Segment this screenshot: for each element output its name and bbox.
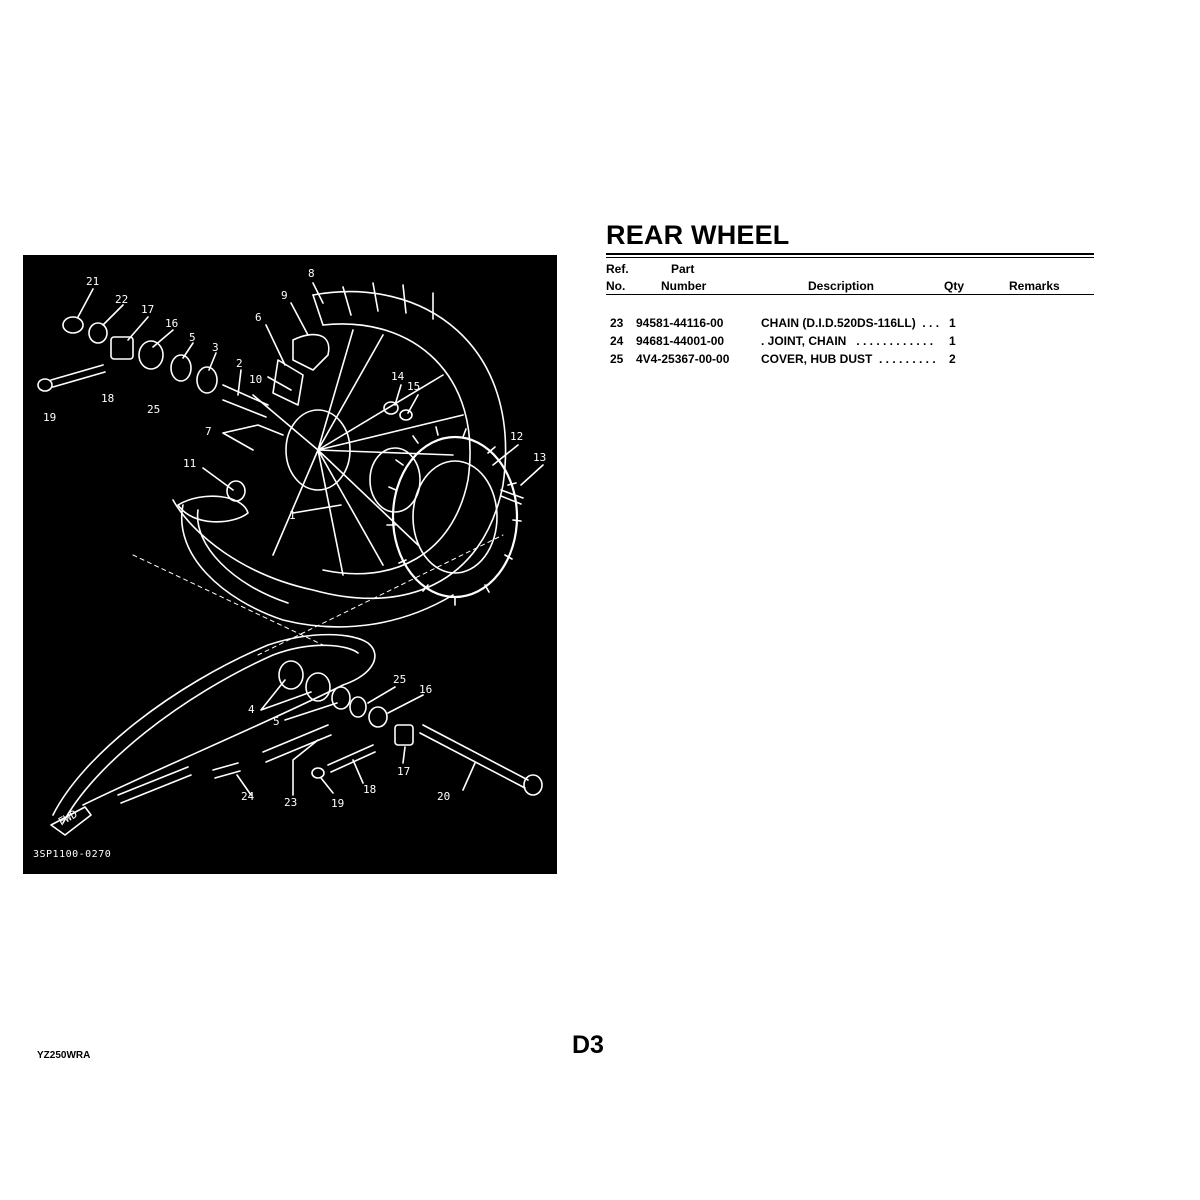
cover-25 — [350, 697, 366, 717]
callout-14: 14 — [391, 370, 405, 383]
callout-19: 19 — [43, 411, 57, 424]
bolt-18 — [51, 365, 105, 387]
nut-15 — [400, 410, 412, 420]
table-row — [0, 334, 1200, 350]
tire-lower — [182, 505, 453, 627]
callout-9: 9 — [281, 289, 288, 302]
row-ref: 24 — [610, 334, 624, 348]
bolt-13 — [501, 490, 523, 504]
table-row — [0, 352, 1200, 368]
model-code: YZ250WRA — [37, 1050, 91, 1061]
callout-3: 3 — [212, 341, 219, 354]
callout-8: 8 — [308, 267, 315, 280]
header-ref-line1: Ref. — [606, 262, 629, 276]
callout-2: 2 — [236, 357, 243, 370]
callout-11: 11 — [183, 457, 197, 470]
header-qty: Qty — [944, 279, 965, 293]
brake-disc-11 — [178, 496, 248, 522]
callout-25-lower: 25 — [393, 673, 407, 686]
callout-1: 1 — [289, 509, 296, 522]
axle-20 — [420, 725, 528, 788]
callout-13: 13 — [533, 451, 547, 464]
row-ref: 23 — [610, 316, 624, 330]
axle-head-20 — [524, 775, 542, 795]
row-part-number: 94581-44116-00 — [636, 316, 724, 330]
row-part-number: 4V4-25367-00-00 — [636, 352, 730, 366]
callout-5: 5 — [189, 331, 196, 344]
callout-18-lower: 18 — [363, 783, 377, 796]
callout-22: 22 — [115, 293, 129, 306]
chain-joint-24 — [213, 763, 240, 778]
callout-25: 25 — [147, 403, 161, 416]
diagram-code: 3SP1100-0270 — [33, 849, 112, 860]
callout-24: 24 — [241, 790, 255, 803]
callout-19-lower: 19 — [331, 797, 345, 810]
tire-lower-2 — [198, 510, 288, 603]
header-rule — [606, 294, 1094, 295]
alignment-dash — [133, 535, 503, 655]
row-ref: 25 — [610, 352, 624, 366]
bolt-18-lower — [328, 745, 375, 772]
header-ref-line2: No. — [606, 279, 626, 293]
adjuster-17-lower — [395, 725, 413, 745]
table-row — [0, 316, 1200, 332]
callout-16: 16 — [165, 317, 179, 330]
row-qty: 1 — [949, 334, 956, 348]
header-remarks: Remarks — [1009, 279, 1060, 293]
header-part-line2: Number — [661, 279, 707, 293]
header-part-line1: Part — [671, 262, 695, 276]
callout-17: 17 — [141, 303, 155, 316]
seal-5-lower — [332, 687, 350, 709]
callout-5-lower: 5 — [273, 715, 280, 728]
row-description: . JOINT, CHAIN . . . . . . . . . . . . — [761, 334, 934, 348]
title-rule — [606, 253, 1094, 255]
row-description: CHAIN (D.I.D.520DS-116LL) . . . — [761, 316, 940, 330]
nut-19-lower — [312, 768, 324, 778]
title-rule-thin — [606, 257, 1094, 258]
header-description: Description — [808, 279, 875, 293]
callout-17-lower: 17 — [397, 765, 411, 778]
fwd-label: FWD — [56, 807, 80, 829]
brake-cap-11 — [227, 481, 245, 501]
callout-7: 7 — [205, 425, 212, 438]
row-qty: 2 — [949, 352, 956, 366]
callout-6: 6 — [255, 311, 262, 324]
callout-18: 18 — [101, 392, 115, 405]
callout-10: 10 — [249, 373, 263, 386]
callout-12: 12 — [510, 430, 524, 443]
bearing-4a — [279, 661, 303, 689]
callout-16-lower: 16 — [419, 683, 433, 696]
page-id: D3 — [572, 1031, 604, 1059]
callout-15: 15 — [407, 380, 421, 393]
callout-23: 23 — [284, 796, 298, 809]
callout-20: 20 — [437, 790, 451, 803]
page-title: REAR WHEEL — [606, 220, 790, 250]
row-part-number: 94681-44001-00 — [636, 334, 725, 348]
nut-14 — [384, 402, 398, 414]
bearing-3 — [197, 367, 217, 393]
chain-loop-2 — [63, 645, 358, 823]
nut-19 — [38, 379, 52, 391]
row-description: COVER, HUB DUST . . . . . . . . . — [761, 352, 936, 366]
callout-21: 21 — [86, 275, 100, 288]
callout-4: 4 — [248, 703, 255, 716]
collar-16-lower — [369, 707, 387, 727]
row-qty: 1 — [949, 316, 956, 330]
